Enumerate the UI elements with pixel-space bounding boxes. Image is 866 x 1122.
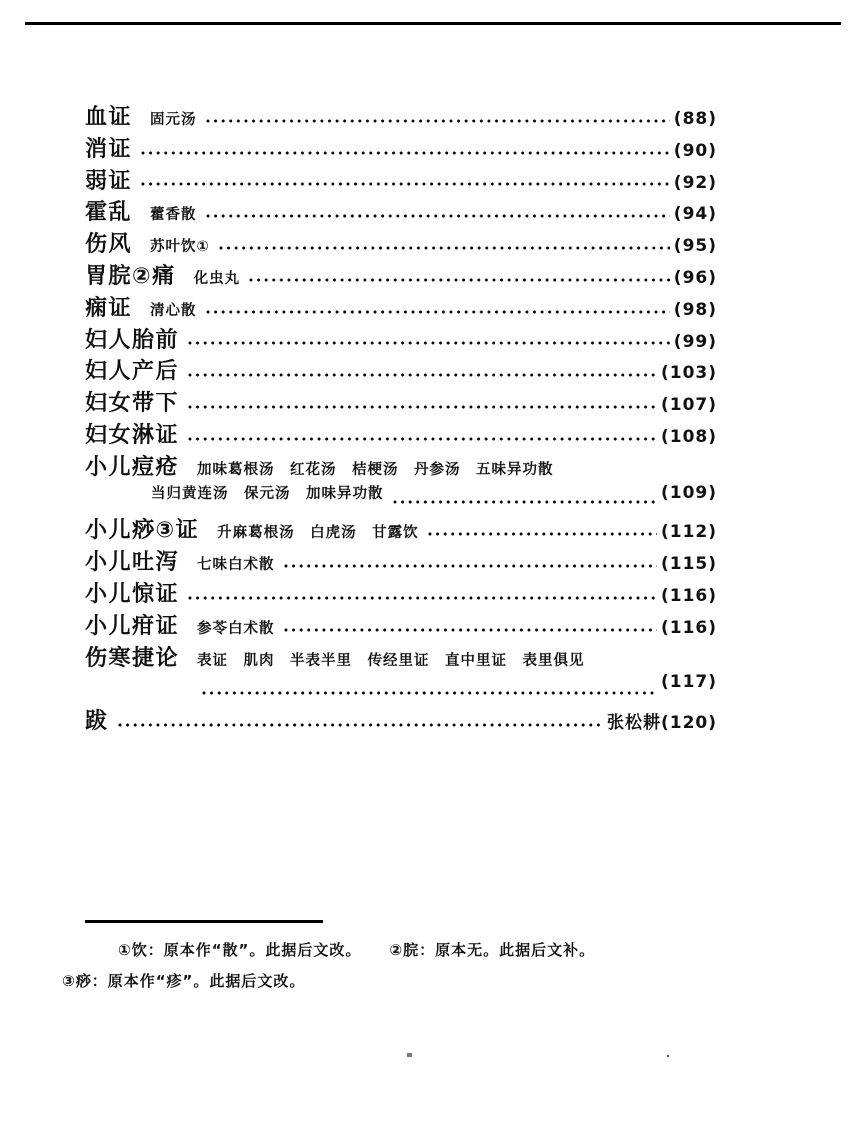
entry-page-number: (94) [673, 204, 717, 225]
dot-leader [187, 592, 657, 604]
toc-entry [85, 450, 717, 482]
toc-entry [85, 354, 717, 386]
dot-leader [218, 242, 670, 254]
footnote-item-3: ③痧：原本作“疹”。此据后文改。 [62, 972, 306, 990]
entry-title: 胃脘②痛 [85, 263, 176, 289]
dot-leader [187, 433, 657, 445]
toc-entry [85, 641, 717, 673]
scan-speck [667, 1055, 669, 1057]
toc-entry-continuation [85, 672, 717, 704]
toc-entry [85, 513, 717, 545]
dot-leader [117, 719, 603, 731]
entry-title: 妇人胎前 [85, 327, 180, 353]
entry-remedies: 加味葛根汤 红花汤 桔梗汤 丹参汤 五味异功散 [197, 461, 554, 478]
entry-remedies: 化虫丸 [193, 270, 241, 287]
entry-page-number: (99) [673, 331, 717, 352]
scan-speck [407, 1053, 412, 1057]
entry-title: 血证 [85, 105, 133, 130]
entry-title: 伤寒捷论 [85, 645, 180, 671]
dot-leader [205, 115, 670, 127]
dot-leader [427, 528, 657, 540]
entry-title: 小儿痧③证 [85, 518, 200, 544]
toc-entry [85, 164, 717, 196]
dot-leader [187, 337, 670, 349]
entry-page-number: (98) [673, 299, 717, 320]
toc-entry [85, 704, 717, 736]
entry-title: 小儿惊证 [85, 581, 180, 607]
footnote-line [62, 939, 682, 960]
footnote-item-2: ②脘：原本无。此据后文补。 [389, 941, 596, 959]
entry-page-number: (115) [660, 554, 717, 575]
entry-title: 伤风 [85, 232, 133, 258]
entry-title: 消证 [85, 136, 133, 162]
entry-title: 妇女淋证 [85, 422, 180, 448]
entry-page-number: (90) [673, 140, 717, 161]
toc-entry [85, 291, 717, 323]
dot-leader [248, 274, 670, 286]
dot-leader [187, 369, 657, 381]
toc-entry [85, 577, 717, 609]
dot-leader [201, 687, 657, 699]
entry-page-number: (107) [660, 395, 717, 416]
entry-page-number: (108) [660, 426, 717, 447]
toc-entry [85, 323, 717, 355]
toc-entry [85, 386, 717, 418]
entry-remedies: 固元汤 [150, 112, 197, 128]
entry-page-number: (117) [660, 672, 717, 693]
entry-remedies-line2: 当归黄连汤 保元汤 加味异功散 [151, 485, 384, 502]
dot-leader [283, 560, 657, 572]
dot-leader [205, 210, 670, 222]
entry-subtopics: 表证 肌肉 半表半里 传经里证 直中里证 表里俱见 [197, 652, 585, 669]
toc-entry [85, 132, 717, 164]
entry-remedies: 升麻葛根汤 白虎汤 甘露饮 [217, 525, 419, 542]
toc-entry [85, 418, 717, 450]
entry-title: 痫证 [85, 295, 133, 321]
footnote-divider-rule [85, 920, 323, 923]
entry-page-number: (88) [673, 109, 717, 129]
entry-title: 跋 [85, 709, 109, 735]
dot-leader [205, 306, 670, 318]
toc-entry-continuation [85, 482, 717, 514]
toc-entry [85, 227, 717, 259]
dot-leader [187, 401, 657, 413]
entry-title: 霍乱 [85, 200, 133, 226]
entry-remedies: 苏叶饮① [150, 239, 210, 256]
entry-page-number: (109) [660, 482, 717, 503]
footnote-line [62, 970, 682, 991]
dot-leader [392, 496, 657, 508]
entry-title: 小儿痘疮 [85, 454, 180, 480]
entry-remedies: 藿香散 [150, 207, 197, 224]
entry-remedies: 参苓白术散 [197, 620, 275, 637]
dot-leader [283, 624, 657, 636]
entry-page-number: (116) [660, 617, 717, 638]
entry-title: 小儿吐泻 [85, 550, 180, 576]
toc-entry [85, 545, 717, 577]
footnote-block [62, 920, 682, 991]
entry-author-page-number: 张松耕(120) [606, 713, 717, 734]
dot-leader [140, 147, 670, 159]
dot-leader [140, 178, 670, 190]
table-of-contents [85, 100, 717, 736]
toc-entry [85, 100, 717, 132]
entry-title: 弱证 [85, 168, 133, 194]
entry-remedies: 清心散 [150, 302, 197, 319]
entry-page-number: (103) [660, 363, 717, 384]
entry-title: 小儿疳证 [85, 613, 180, 639]
toc-entry [85, 609, 717, 641]
entry-page-number: (92) [673, 172, 717, 193]
entry-title: 妇人产后 [85, 359, 180, 385]
entry-title: 妇女带下 [85, 391, 180, 417]
toc-entry [85, 259, 717, 291]
page-top-scan-line [25, 22, 841, 25]
entry-page-number: (96) [673, 267, 717, 288]
entry-page-number: (116) [660, 585, 717, 606]
footnote-item-1: ①饮：原本作“散”。此据后文改。 [118, 941, 362, 959]
entry-page-number: (95) [673, 236, 717, 257]
entry-remedies: 七味白术散 [197, 557, 275, 574]
entry-page-number: (112) [660, 522, 717, 543]
toc-entry [85, 195, 717, 227]
